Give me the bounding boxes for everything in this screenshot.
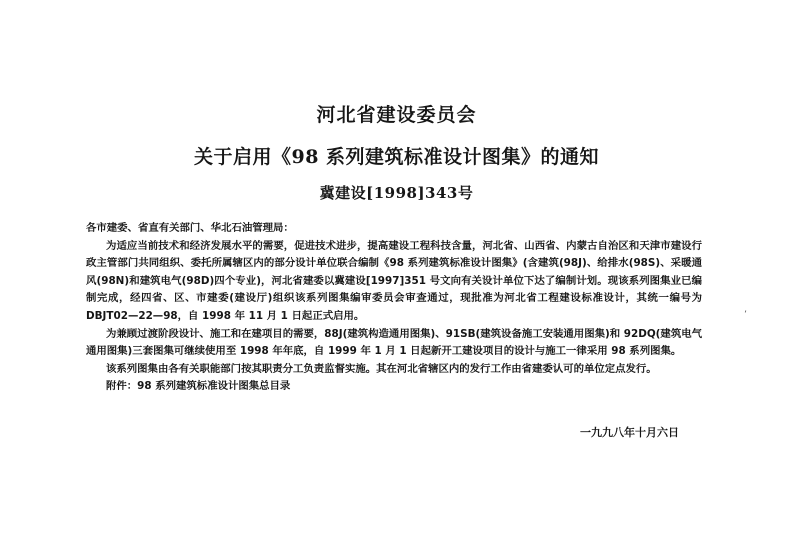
attachment-line: 附件：98 系列建筑标准设计图集总目录: [106, 380, 291, 393]
issuer-title: 河北省建设委员会: [316, 104, 477, 126]
body-paragraph-1: 为适应当前技术和经济发展水平的需要，促进技术进步，提高建设工程科技含量，河北省、山西省、内蒙古自治区和天津市建设行政主管部门共同组织、委托所属辖区内的部分设计单位联合编制《98 系列建筑标准设计图集》(含建筑(98J)、给排水(98S)、采暖通风(98N)和建筑电气(98D)四个专业)，河北省建委以冀建设[1997]351 号文向有关设计单位下达了编制计划。现该系列图集业已编制完成，经四省、区、市建委(建设厅)组织该系列图集编审委员会审查通过，现批准为河北省工程建设标准设计，其统一编号为 DBJT02—22—98，自 1998 年 11 月 1 日起正式启用。: [86, 239, 702, 322]
body-paragraph-2: 为兼顾过渡阶段设计、施工和在建项目的需要，88J(建筑构造通用图集)、91SB(建筑设备施工安装通用图集)和 92DQ(建筑电气通用图集)三套图集可继续使用至 1998 年年底，自 1999 年 1 月 1 日起新开工建设项目的设计与施工一律采用 98 系列图集。: [86, 327, 702, 358]
issue-date: 一九九八年十月六日: [580, 426, 679, 439]
notice-body: [86, 220, 702, 396]
document-number: 冀建设[1998]343号: [319, 184, 474, 202]
addressee-line: 各市建委、省直有关部门、华北石油管理局：: [86, 222, 294, 234]
body-paragraph-3: 该系列图集由各有关职能部门按其职责分工负责监督实施。其在河北省辖区内的发行工作由省建委认可的单位定点发行。: [106, 362, 657, 375]
notice-title: 关于启用《98 系列建筑标准设计图集》的通知: [193, 146, 600, 168]
scan-speck: ʼ: [744, 310, 747, 319]
